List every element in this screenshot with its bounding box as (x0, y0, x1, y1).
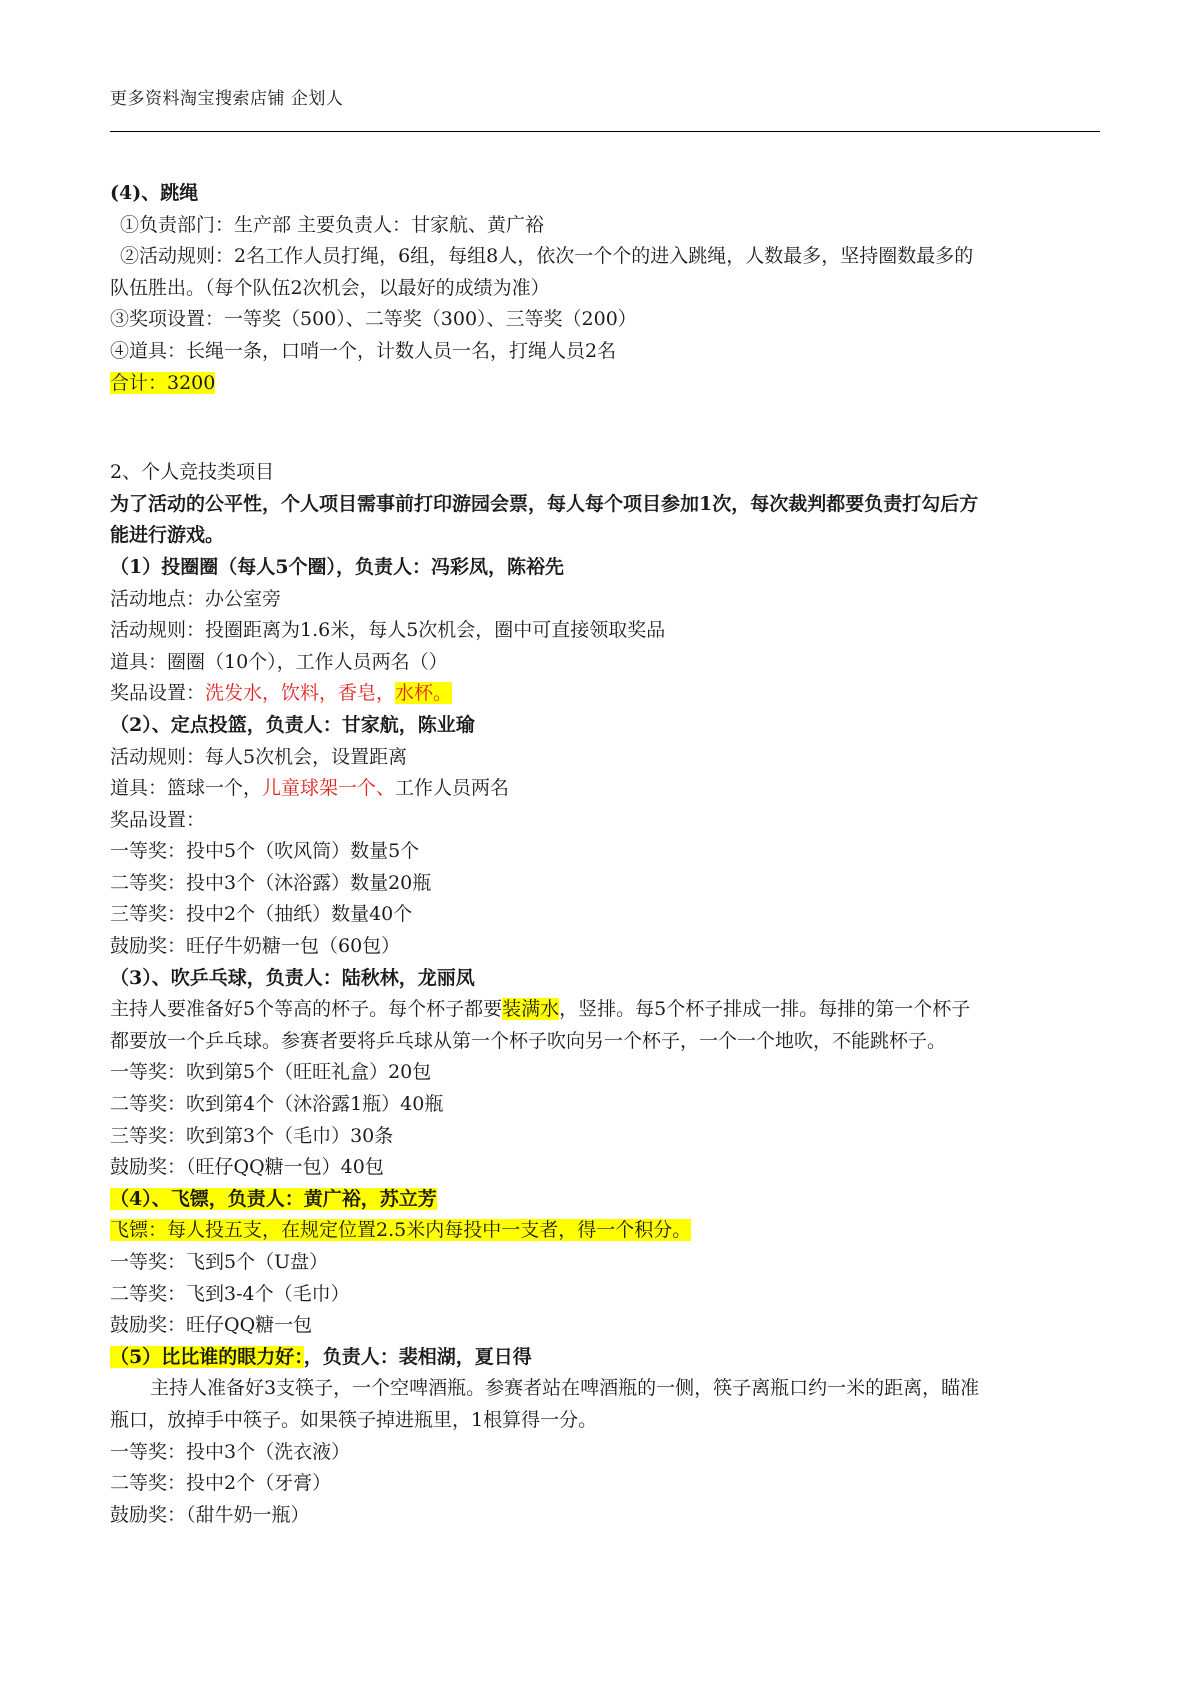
ring-toss-prizes-highlight: 水杯。 (395, 682, 453, 705)
eyesight-desc-line1: 主持人准备好3支筷子，一个空啤酒瓶。参赛者站在啤酒瓶的一侧，筷子离瓶口约一米的距离，瞄准 (150, 1377, 980, 1400)
individual-intro-line1: 为了活动的公平性，个人项目需事前打印游园会票，每人每个项目参加1次，每次裁判都要负责打勾后方 (110, 492, 979, 515)
ping-pong-encourage-prize: 鼓励奖：（旺仔QQ糖一包）40包 (110, 1156, 384, 1179)
jump-rope-rules-line2: 队伍胜出。（每个队伍2次机会，以最好的成绩为准） (110, 276, 550, 299)
ping-pong-desc-a: 主持人要准备好5个等高的杯子。每个杯子都要 (110, 998, 503, 1021)
ping-pong-desc-line1 (110, 994, 1100, 1026)
ping-pong-desc-highlight: 装满水 (502, 998, 560, 1021)
jump-rope-dept: ①负责部门：生产部 主要负责人：甘家航、黄广裕 (120, 213, 545, 236)
ring-toss-rules: 活动规则：投圈距离为1.6米，每人5次机会，圈中可直接领取奖品 (110, 619, 666, 642)
jump-rope-prizes: ③奖项设置：一等奖（500）、二等奖（300）、三等奖（200） (110, 308, 637, 331)
eyesight-second-prize: 二等奖：投中2个（牙膏） (110, 1472, 332, 1495)
eyesight-title-highlight: （5）比比谁的眼力好： (110, 1345, 304, 1368)
ping-pong-first-prize: 一等奖：吹到第5个（旺旺礼盒）20包 (110, 1061, 432, 1084)
jump-rope-total: 合计：3200 (110, 371, 216, 394)
darts-title: （4）、飞镖，负责人：黄广裕，苏立芳 (110, 1187, 437, 1210)
basketball-second-prize: 二等奖：投中3个（沐浴露）数量20瓶 (110, 871, 432, 894)
eyesight-encourage-prize: 鼓励奖：（甜牛奶一瓶） (110, 1503, 310, 1526)
ping-pong-third-prize: 三等奖：吹到第3个（毛巾）30条 (110, 1124, 394, 1147)
individual-intro-line2: 能进行游戏。 (110, 524, 225, 547)
eyesight-desc-line2: 瓶口，放掉手中筷子。如果筷子掉进瓶里，1根算得一分。 (110, 1408, 598, 1431)
header-divider (110, 131, 1100, 132)
darts-second-prize: 二等奖：飞到3-4个（毛巾） (110, 1282, 350, 1305)
basketball-prizes-label: 奖品设置： (110, 808, 206, 831)
document-page (110, 0, 1100, 1698)
basketball-third-prize: 三等奖：投中2个（抽纸）数量40个 (110, 903, 413, 926)
section-gap (110, 399, 1100, 446)
jump-rope-props: ④道具：长绳一条，口哨一个，计数人员一名，打绳人员2名 (110, 339, 617, 362)
darts-encourage-prize: 鼓励奖：旺仔QQ糖一包 (110, 1314, 313, 1337)
page-header: 更多资料淘宝搜索店铺 企划人 (110, 89, 344, 109)
basketball-props (110, 773, 1100, 805)
jump-rope-title: (4)、跳绳 (110, 182, 199, 204)
ring-toss-title: （1）投圈圈（每人5个圈），负责人：冯彩凤，陈裕先 (110, 555, 564, 578)
basketball-props-label: 道具：篮球一个， (110, 777, 263, 800)
ping-pong-desc-b: ，竖排。每5个杯子排成一排。每排的第一个杯子 (559, 998, 971, 1021)
ping-pong-desc-line2: 都要放一个乒乓球。参赛者要将乒乓球从第一个杯子吹向另一个杯子，一个一个地吹，不能跳杯子。 (110, 1029, 947, 1052)
basketball-title: （2）、定点投篮，负责人：甘家航，陈业瑜 (110, 713, 475, 736)
ring-toss-prizes-red: 洗发水，饮料，香皂， (205, 682, 396, 705)
eyesight-first-prize: 一等奖：投中3个（洗衣液） (110, 1440, 351, 1463)
eyesight-title (110, 1342, 1100, 1374)
section-gap-2 (110, 446, 1100, 457)
basketball-first-prize: 一等奖：投中5个（吹风筒）数量5个 (110, 840, 420, 863)
ring-toss-props: 道具：圈圈（10个），工作人员两名（） (110, 650, 448, 673)
ping-pong-second-prize: 二等奖：吹到第4个（沐浴露1瓶）40瓶 (110, 1093, 444, 1116)
document-body (110, 178, 1100, 1531)
eyesight-title-rest: ，负责人：裴相湖，夏日得 (303, 1345, 532, 1368)
ring-toss-location: 活动地点：办公室旁 (110, 587, 282, 610)
basketball-encourage-prize: 鼓励奖：旺仔牛奶糖一包（60包） (110, 935, 401, 958)
individual-section-title: 2、个人竞技类项目 (110, 461, 275, 484)
ring-toss-prizes-label: 奖品设置： (110, 682, 206, 705)
darts-first-prize: 一等奖：飞到5个（U盘） (110, 1251, 329, 1273)
basketball-rules: 活动规则：每人5次机会，设置距离 (110, 745, 408, 768)
ring-toss-prizes (110, 678, 1100, 710)
basketball-props-red: 儿童球架一个、 (262, 777, 396, 800)
ping-pong-title: （3）、吹乒乓球，负责人：陆秋林，龙丽凤 (110, 966, 475, 989)
darts-desc: 飞镖：每人投五支，在规定位置2.5米内每投中一支者，得一个积分。 (110, 1219, 692, 1242)
basketball-props-rest: 工作人员两名 (395, 777, 510, 800)
jump-rope-rules-line1: ②活动规则：2名工作人员打绳，6组，每组8人，依次一个个的进入跳绳，人数最多，坚持圈数最多的 (120, 245, 974, 268)
